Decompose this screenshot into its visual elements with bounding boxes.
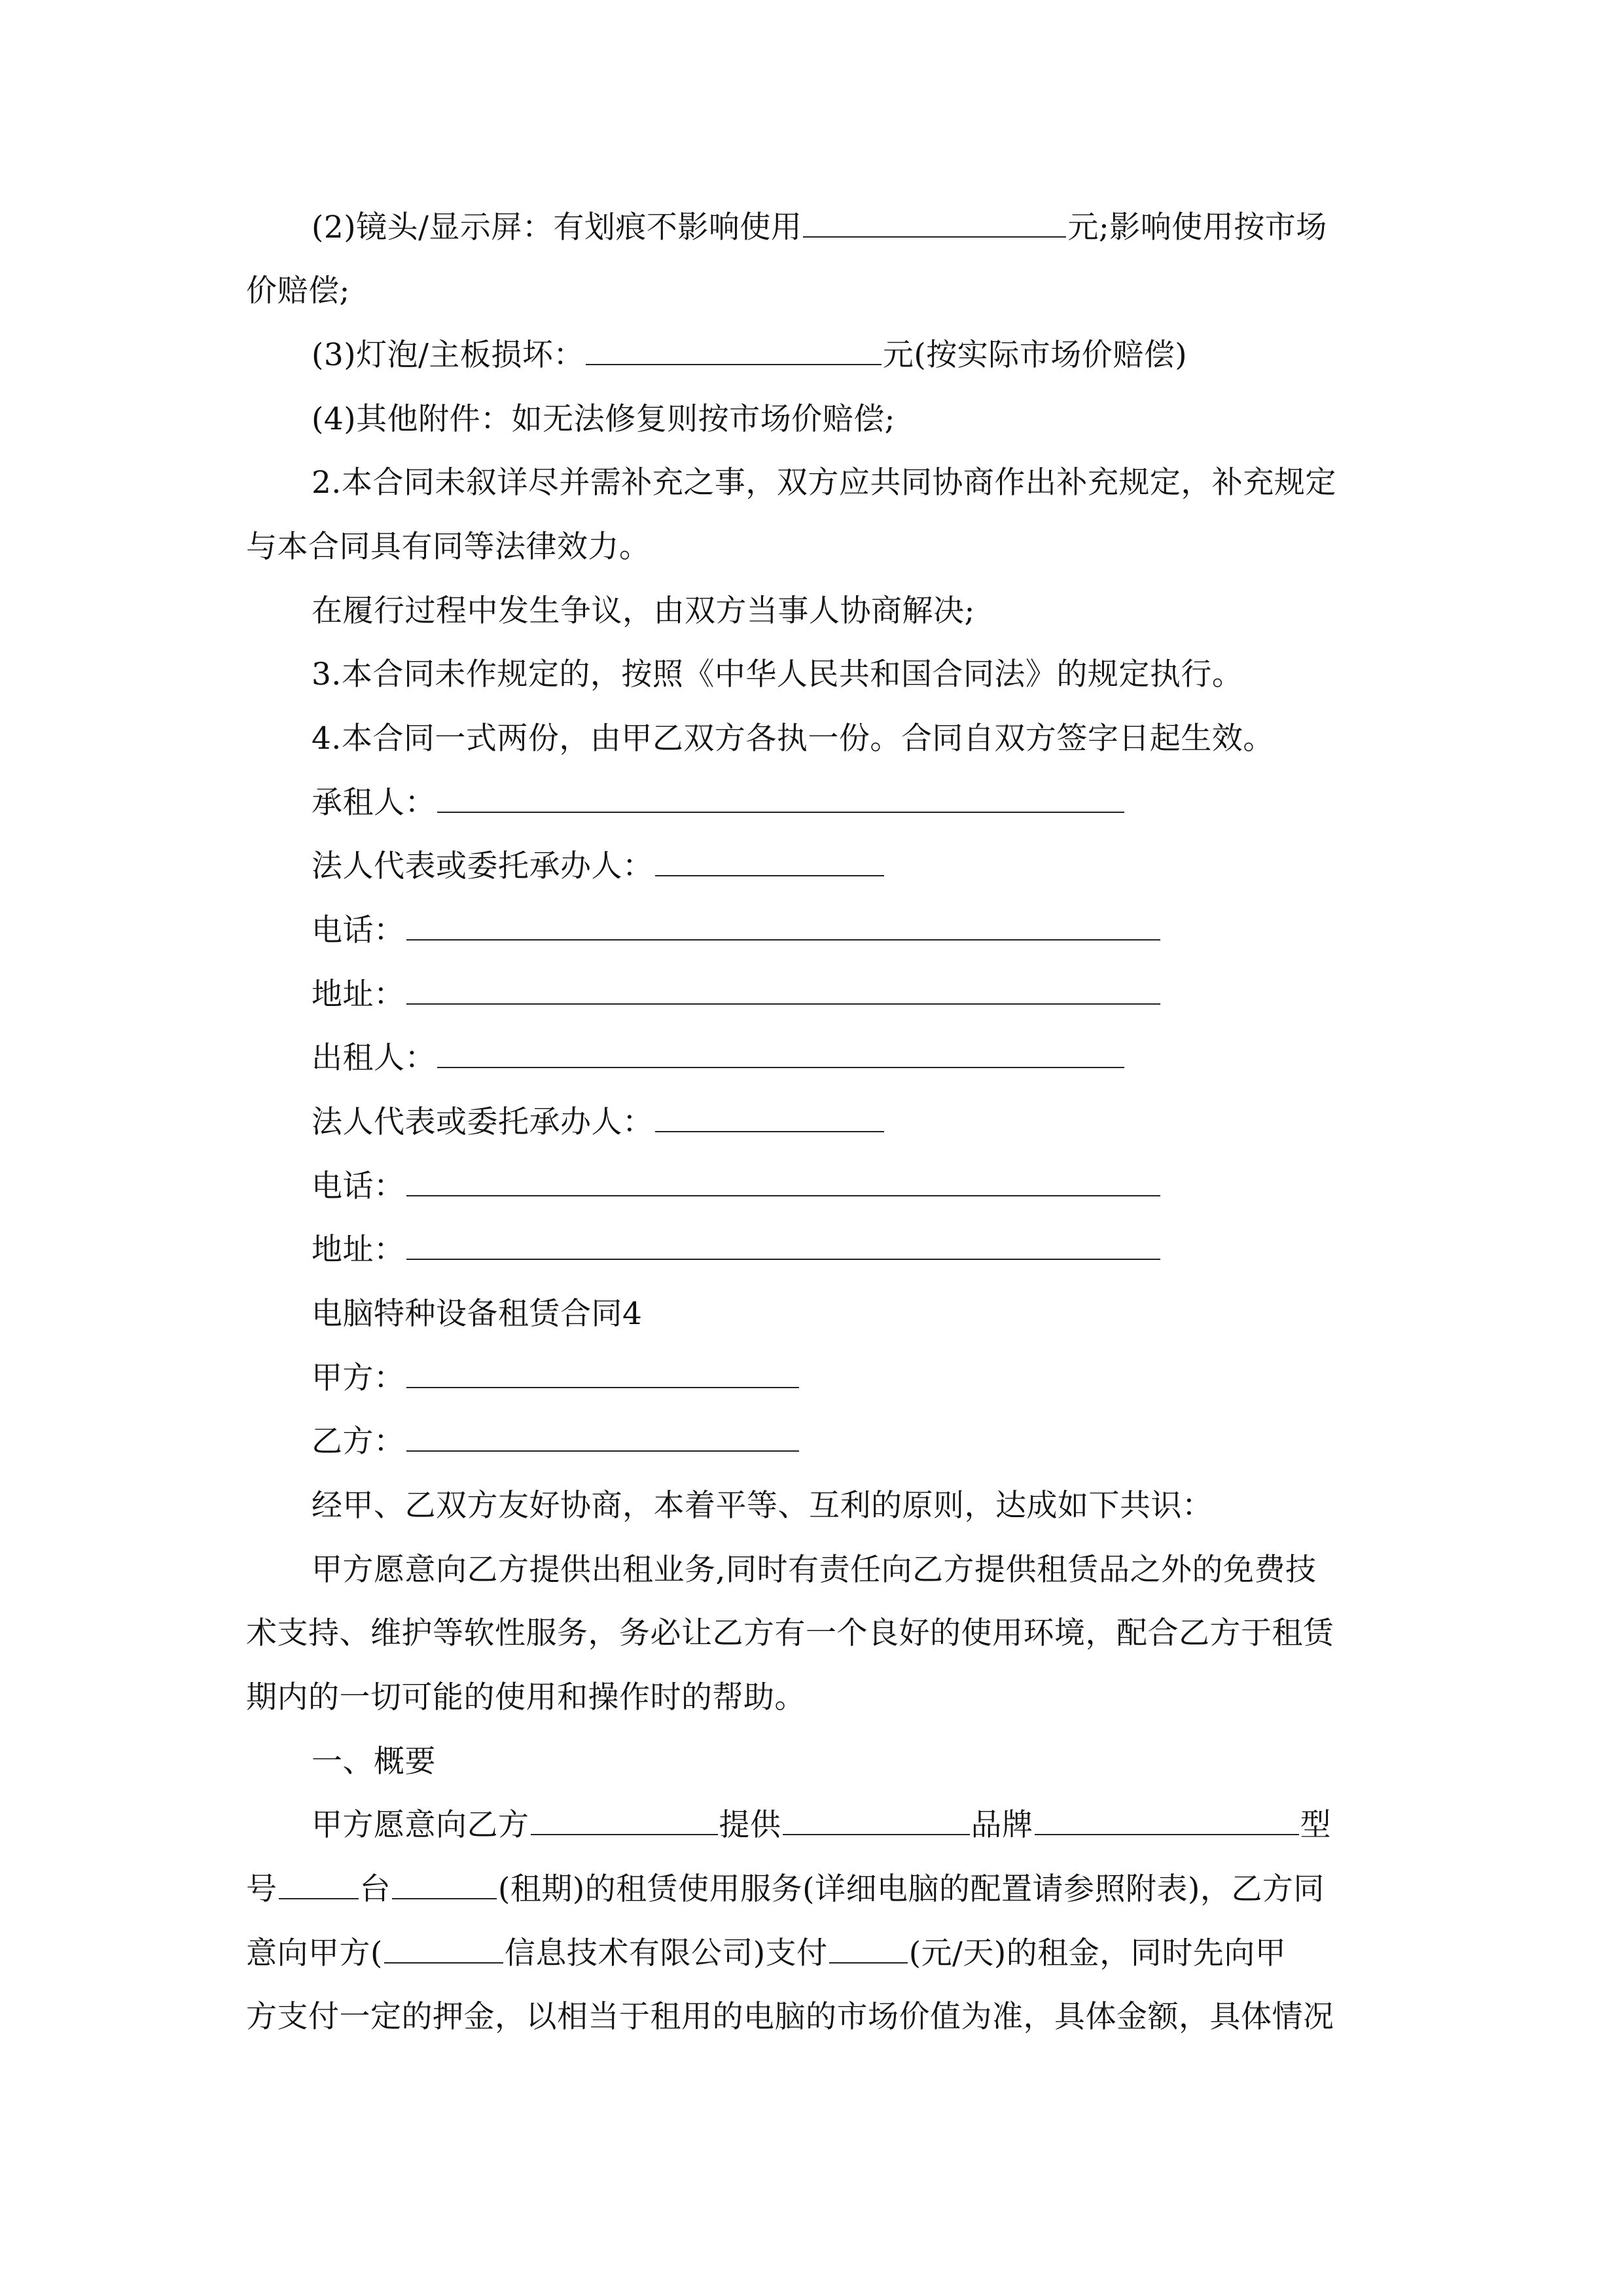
rent-blank[interactable] [829, 1939, 908, 1964]
item-blank[interactable] [783, 1810, 970, 1835]
clause-text: 元(按实际市场价赔偿) [882, 337, 1188, 373]
address-field[interactable] [406, 1235, 1160, 1260]
field-label: 法人代表或委托承办人： [312, 848, 654, 884]
field-label: 法人代表或委托承办人： [312, 1104, 654, 1140]
field-label: 电话： [312, 912, 405, 948]
clause-lens-display [312, 208, 1327, 247]
clause-text: (3)灯泡/主板损坏： [312, 337, 584, 373]
clause-2-cont [246, 528, 651, 567]
clause-text: 在履行过程中发生争议，由双方当事人协商解决; [312, 593, 975, 629]
brand-blank[interactable] [1035, 1810, 1299, 1835]
summary-line-1 [312, 1806, 1331, 1845]
clause-dispute [312, 592, 975, 631]
paragraph-text: 术支持、维护等软性服务，务必让乙方有一个良好的使用环境，配合乙方于租赁 [246, 1615, 1334, 1651]
quantity-blank[interactable] [531, 1810, 718, 1835]
lessor-field[interactable] [437, 1043, 1124, 1068]
model-blank[interactable] [279, 1874, 359, 1899]
contract-title [312, 1295, 642, 1334]
blank-field[interactable] [586, 340, 882, 365]
signature-lessor [312, 1039, 1126, 1078]
paragraph-text: 品牌 [971, 1807, 1033, 1843]
section-heading [312, 1742, 436, 1782]
field-label: 乙方： [312, 1424, 405, 1460]
paragraph-text: 提供 [719, 1807, 781, 1843]
clause-4 [312, 719, 1274, 759]
paragraph-text: 号 [246, 1871, 277, 1907]
address-field[interactable] [406, 980, 1160, 1005]
contract-title-text: 电脑特种设备租赁合同4 [312, 1296, 643, 1332]
clause-text: 元;影响使用按市场 [1067, 209, 1327, 245]
clause-3 [312, 655, 1243, 694]
clause-text: 与本合同具有同等法律效力。 [246, 529, 651, 565]
clause-text: (4)其他附件：如无法修复则按市场价赔偿; [312, 401, 895, 437]
paragraph-text: 甲方愿意向乙方 [312, 1807, 529, 1843]
paragraph-text: 型 [1300, 1807, 1331, 1843]
phone-field[interactable] [406, 1172, 1160, 1196]
paragraph-text: (租期)的租赁使用服务(详细电脑的配置请参照附表)，乙方同 [498, 1871, 1325, 1907]
paragraph-text: (元/天)的租金，同时先向甲 [908, 1935, 1287, 1971]
signature-lessee [312, 783, 1126, 823]
summary-line-4 [246, 1998, 1334, 2037]
paragraph-text: 意向甲方( [246, 1935, 383, 1971]
legal-rep-field[interactable] [655, 1107, 884, 1132]
section-heading-text: 一、概要 [312, 1744, 436, 1780]
blank-field[interactable] [803, 213, 1066, 238]
field-label: 地址： [312, 1232, 405, 1268]
field-label: 甲方： [312, 1360, 405, 1396]
clause-line [246, 272, 350, 311]
clause-2 [312, 463, 1336, 503]
lessee-field[interactable] [437, 788, 1124, 813]
paragraph-text: 台 [359, 1871, 391, 1907]
signature-legal-rep-2 [312, 1103, 885, 1142]
party-b [312, 1422, 800, 1462]
paragraph-text: 信息技术有限公司)支付 [504, 1935, 828, 1971]
field-label: 电话： [312, 1168, 405, 1204]
party-b-field[interactable] [406, 1427, 799, 1452]
party-a [312, 1359, 800, 1398]
signature-legal-rep [312, 847, 885, 886]
signature-address-2 [312, 1230, 1162, 1270]
legal-rep-field[interactable] [655, 852, 884, 876]
paragraph-line [246, 1678, 806, 1717]
paragraph-text: 经甲、乙双方友好协商，本着平等、互利的原则，达成如下共识： [312, 1488, 1213, 1524]
clause-text: 2.本合同未叙详尽并需补充之事，双方应共同协商作出补充规定，补充规定 [312, 465, 1336, 501]
paragraph-line [246, 1614, 1334, 1653]
paragraph-text: 方支付一定的押金，以相当于租用的电脑的市场价值为准，具体金额，具体情况 [246, 1999, 1334, 2035]
field-label: 承租人： [312, 785, 436, 821]
phone-field[interactable] [406, 916, 1160, 941]
paragraph-text: 甲方愿意向乙方提供出租业务,同时有责任向乙方提供租赁品之外的免费技 [312, 1552, 1317, 1588]
clause-text: 3.本合同未作规定的，按照《中华人民共和国合同法》的规定执行。 [312, 656, 1243, 692]
signature-phone [312, 911, 1162, 950]
summary-line-3 [246, 1934, 1286, 1973]
field-label: 地址： [312, 977, 405, 1013]
clause-text: 价赔偿; [246, 273, 350, 309]
clause-accessories [312, 400, 895, 439]
intro-paragraph [312, 1486, 1213, 1526]
clause-text: 4.本合同一式两份，由甲乙双方各执一份。合同自双方签字日起生效。 [312, 721, 1274, 757]
term-blank[interactable] [392, 1874, 497, 1899]
clause-bulb-board [312, 336, 1187, 375]
summary-line-2 [246, 1870, 1325, 1909]
paragraph-text: 期内的一切可能的使用和操作时的帮助。 [246, 1679, 806, 1715]
signature-phone-2 [312, 1167, 1162, 1206]
company-blank[interactable] [384, 1939, 503, 1964]
clause-text: (2)镜头/显示屏：有划痕不影响使用 [312, 209, 802, 245]
field-label: 出租人： [312, 1040, 436, 1076]
signature-address [312, 975, 1162, 1014]
paragraph-line [312, 1551, 1316, 1590]
party-a-field[interactable] [406, 1363, 799, 1388]
